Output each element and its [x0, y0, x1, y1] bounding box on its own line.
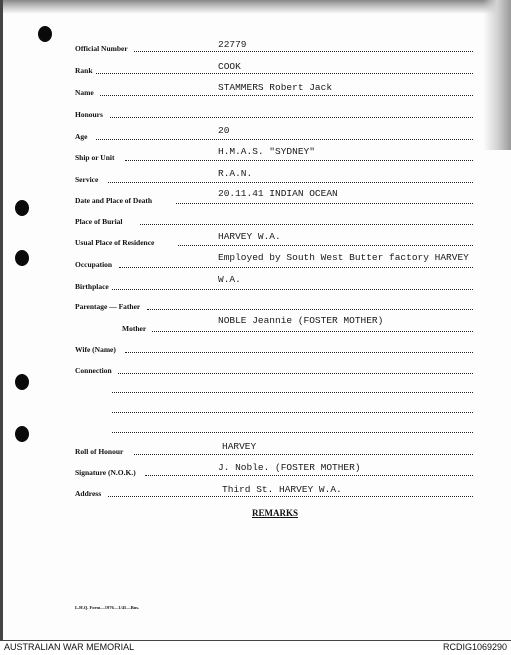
- leader-line: [176, 203, 473, 204]
- roll-value: HARVEY: [222, 441, 257, 452]
- birthplace-value: W.A.: [218, 274, 241, 285]
- scan-shadow-top: [0, 0, 511, 14]
- death-label: Date and Place of Death: [75, 196, 153, 205]
- leader-line: [178, 245, 473, 246]
- leader-line: [134, 454, 473, 455]
- official-number-label: Official Number: [75, 44, 128, 53]
- footer-record-id: RCDIG1069290: [442, 642, 507, 652]
- honours-label: Honours: [75, 110, 103, 119]
- service-label: Service: [75, 175, 99, 184]
- leader-line: [112, 392, 473, 393]
- leader-line: [125, 160, 473, 161]
- leader-line: [100, 95, 473, 96]
- punch-hole-icon: [15, 200, 29, 216]
- father-label: Parentage — Father: [75, 302, 141, 311]
- leader-line: [147, 309, 473, 310]
- leader-line: [108, 182, 473, 183]
- leader-line: [112, 432, 473, 433]
- punch-hole-icon: [15, 374, 29, 390]
- scan-edge-left: [0, 0, 3, 640]
- leader-line: [134, 51, 473, 52]
- occupation-label: Occupation: [75, 260, 113, 269]
- rank-value: COOK: [218, 61, 241, 72]
- age-label: Age: [75, 132, 88, 141]
- rank-label: Rank: [75, 66, 93, 75]
- occupation-value: Employed by South West Butter factory HARVEY: [218, 252, 469, 263]
- ship-label: Ship or Unit: [75, 153, 115, 162]
- name-value: STAMMERS Robert Jack: [218, 82, 333, 93]
- leader-line: [125, 352, 473, 353]
- leader-line: [140, 224, 473, 225]
- roll-label: Roll of Honour: [75, 447, 124, 456]
- punch-hole-icon: [38, 26, 52, 42]
- signature-label: Signature (N.O.K.): [75, 468, 136, 477]
- leader-line: [118, 373, 473, 374]
- leader-line: [108, 496, 473, 497]
- address-label: Address: [75, 489, 102, 498]
- residence-value: HARVEY W.A.: [218, 231, 281, 242]
- connection-label: Connection: [75, 366, 112, 375]
- leader-line: [110, 117, 473, 118]
- form-reference: L.H.Q. Form—1976—1/45—Bns.: [75, 605, 140, 610]
- death-value: 20.11.41 INDIAN OCEAN: [218, 188, 338, 199]
- punch-hole-icon: [15, 250, 29, 266]
- leader-line: [119, 267, 473, 268]
- address-value: Third St. HARVEY W.A.: [222, 484, 342, 495]
- remarks-heading: REMARKS: [252, 508, 299, 518]
- leader-line: [112, 289, 473, 290]
- leader-line: [152, 331, 473, 332]
- birthplace-label: Birthplace: [75, 282, 109, 291]
- mother-label: Mother: [122, 324, 147, 333]
- burial-label: Place of Burial: [75, 217, 123, 226]
- scan-shadow-right: [483, 0, 511, 150]
- wife-label: Wife (Name): [75, 345, 116, 354]
- residence-label: Usual Place of Residence: [75, 238, 155, 247]
- leader-line: [96, 73, 473, 74]
- ship-value: H.M.A.S. "SYDNEY": [218, 146, 315, 157]
- signature-value: J. Noble. (FOSTER MOTHER): [218, 462, 361, 473]
- leader-line: [112, 412, 473, 413]
- footer-archive-name: AUSTRALIAN WAR MEMORIAL: [4, 642, 135, 652]
- leader-line: [96, 139, 473, 140]
- punch-hole-icon: [15, 426, 29, 442]
- service-value: R.A.N.: [218, 168, 253, 179]
- name-label: Name: [75, 88, 94, 97]
- official-number-value: 22779: [218, 39, 247, 50]
- mother-value: NOBLE Jeannie (FOSTER MOTHER): [218, 315, 384, 326]
- leader-line: [145, 475, 473, 476]
- age-value: 20: [218, 125, 230, 136]
